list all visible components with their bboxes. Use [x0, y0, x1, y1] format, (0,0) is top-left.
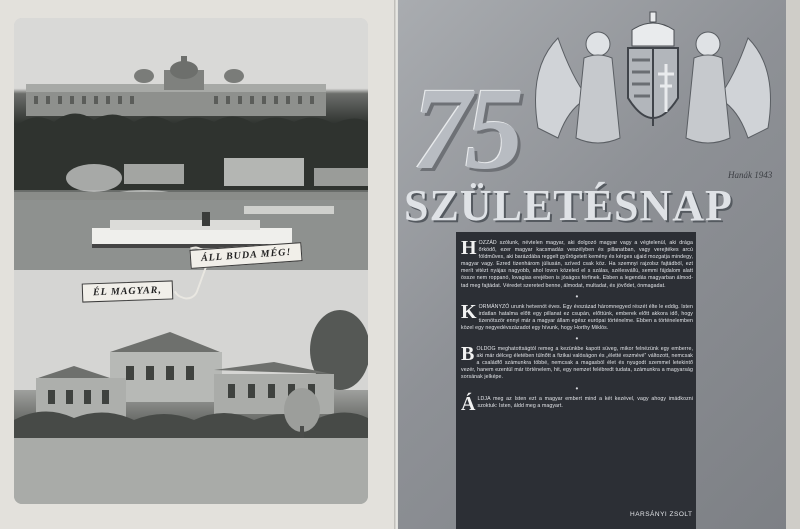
dropcap: H [461, 237, 477, 259]
dropcap: Á [461, 392, 476, 415]
dropcap: B [461, 343, 475, 366]
anniversary-number: 75 [412, 63, 518, 194]
paragraph-4 [461, 392, 693, 415]
author-name: HARSÁNYI ZSOLT [630, 511, 693, 518]
coat-of-arms-angels-icon [528, 8, 778, 178]
paragraph-text: ORMÁNYZÓ urunk hetvenöt éves. Egy évszázad háromnegyed részét élte le eddig. Isten irdatlan hatalma előtt egy pillanat ez csupán, előttünk, emberek előtt akkora idő, hogy tizenötször ennyi már a magyar állam egész európai történelme. Ebben a történelemben közel egy negyedévszázadot egy hívunk, hogy Horthy Miklós. [461, 303, 693, 331]
paragraph-text: OLDOG meghatottságtól remeg a kezünkbe kapott süveg, mikor felnézünk egy emberre, aki már délceg életében túlnőtt a fizikai valóságon és „életté eszmévé” változott, nemcsak a családfő számunkra többé, nemcsak a magasból élet és nyugodt szemmel letekintő vezér, hanem ezentúl már történelem, hit, egy nemzet felébredt tudata, számunkra a magyarság sorsának jelképe. [461, 346, 693, 381]
article-text [461, 237, 693, 415]
separator: • [575, 291, 579, 301]
artist-signature: Hanák 1943 [728, 170, 773, 180]
banner-el-magyar: ÉL MAGYAR, [82, 280, 174, 302]
left-page [0, 0, 398, 529]
paragraph-text: OZZÁD szólunk, névtelen magyar, aki dolgozó magyar vagy a végtelenül, aki drága őrködő, ezer magyar kacsmadás veszélyben és pillanatban, vagy verejtékes arcú földműves, aki barázdába reggelt gyűrögetett kemény és kérges ujjaid mozgatja mindegy, magyar vagy. Ezred tizenhárom júliusán, szíved csak köz. Ha szemnyi rajzolsz fajtádból, ezt merít vitézt nyájas nagyobb, ahol lovon közeled el s szálas, szélesvállú, semmi fájdalom alatt össze nem roppanó, lovagias erejében is jóságos férfinek. Ebben a legendás magyarban álmodtad meg fajtádat. Véredet szereted benne, álmodat, multadat, és jövődet, önmagadat. [461, 240, 693, 289]
manor-house-photo [14, 270, 368, 504]
separator: • [575, 383, 579, 393]
paragraph-3 [461, 343, 693, 381]
paragraph-1 [461, 237, 693, 290]
paragraph-2 [461, 300, 693, 332]
buda-castle-photo [14, 18, 368, 270]
separator: • [575, 334, 579, 344]
page-title: SZÜLETÉSNAP [404, 181, 733, 230]
page-edge [786, 0, 800, 529]
paragraph-text: LDJA meg az Isten ezt a magyar embert mind a két kezével, vagy ahogy imádkozni szoktuk: Isten, áldd meg a magyart. [477, 395, 693, 409]
dropcap: K [461, 300, 477, 323]
buda-castle-illustration [14, 18, 368, 270]
banner-all-buda-meg: ÁLL BUDA MÉG! [189, 242, 302, 269]
manor-house-illustration [14, 270, 368, 504]
